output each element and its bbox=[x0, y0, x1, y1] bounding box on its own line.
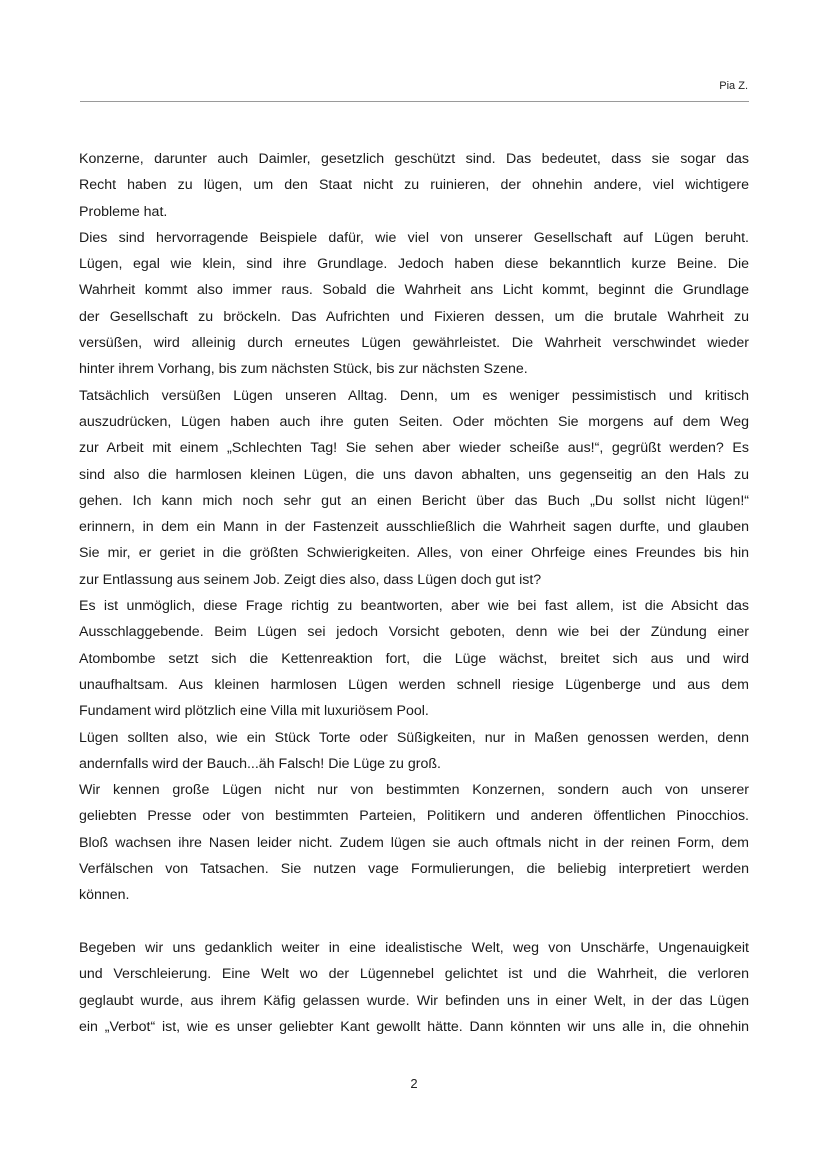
text-line: Wahrheit kommt also immer raus. Sobald die Wahrheit ans Licht kommt, beginnt die Grundlage bbox=[79, 282, 749, 299]
text-line: Atombombe setzt sich die Kettenreaktion fort, die Lüge wächst, breitet sich aus und wird bbox=[79, 650, 749, 667]
paragraph bbox=[79, 777, 749, 908]
text-line: und Verschleierung. Eine Welt wo der Lügennebel gelichtet ist und die Wahrheit, die verloren bbox=[79, 966, 749, 983]
page-number: 2 bbox=[410, 1076, 418, 1091]
text-line: Begeben wir uns gedanklich weiter in eine idealistische Welt, weg von Unschärfe, Ungenauigkeit bbox=[79, 939, 749, 956]
text-line: erinnern, in dem ein Mann in der Fastenzeit ausschließlich die Wahrheit sagen durfte, und glauben bbox=[79, 519, 749, 536]
text-line: zur Arbeit mit einem „Schlechten Tag! Sie sehen aber wieder scheiße aus!“, gegrüßt werden? Es bbox=[79, 440, 749, 457]
text-line: Verfälschen von Tatsachen. Sie nutzen vage Formulierungen, die beliebig interpretiert werden bbox=[79, 861, 749, 878]
text-line: Bloß wachsen ihre Nasen leider nicht. Zudem lügen sie auch oftmals nicht in der reinen Form, dem bbox=[79, 834, 749, 851]
text-line: hinter ihrem Vorhang, bis zum nächsten Stück, bis zur nächsten Szene. bbox=[79, 361, 528, 378]
text-line: der Gesellschaft zu bröckeln. Das Aufrichten und Fixieren dessen, um die brutale Wahrheit zu bbox=[79, 308, 749, 325]
text-line: sind also die harmlosen kleinen Lügen, die uns davon abhalten, uns gegenseitig an den Hals zu bbox=[79, 466, 749, 483]
text-line: Lügen, egal wie klein, sind ihre Grundlage. Jedoch haben diese bekanntlich kurze Beine. Die bbox=[79, 256, 749, 273]
text-line: andernfalls wird der Bauch...äh Falsch! Die Lüge zu groß. bbox=[79, 755, 441, 772]
header-rule bbox=[80, 101, 749, 102]
text-line: ein „Verbot“ ist, wie es unser geliebter Kant gewollt hätte. Dann könnten wir uns alle in, die ohnehin bbox=[79, 1018, 749, 1035]
text-line: Recht haben zu lügen, um den Staat nicht zu ruinieren, der ohnehin andere, viel wichtigere bbox=[79, 177, 749, 194]
text-line: Probleme hat. bbox=[79, 203, 168, 220]
text-line: Dies sind hervorragende Beispiele dafür, wie viel von unserer Gesellschaft auf Lügen beruht. bbox=[79, 229, 749, 246]
text-line: Fundament wird plötzlich eine Villa mit luxuriösem Pool. bbox=[79, 703, 429, 720]
paragraph bbox=[79, 935, 749, 1040]
text-line: Es ist unmöglich, diese Frage richtig zu beantworten, aber wie bei fast allem, ist die Absicht das bbox=[79, 598, 749, 615]
text-line: geglaubt wurde, aus ihrem Käfig gelassen wurde. Wir befinden uns in einer Welt, in der das Lügen bbox=[79, 992, 749, 1009]
paragraph bbox=[79, 593, 749, 724]
text-line: Wir kennen große Lügen nicht nur von bestimmten Konzernen, sondern auch von unserer bbox=[79, 782, 749, 799]
text-line: gehen. Ich kann mich noch sehr gut an einen Bericht über das Buch „Du sollst nicht lügen!“ bbox=[79, 492, 749, 509]
body-text bbox=[79, 146, 749, 1040]
text-line: Ausschlaggebende. Beim Lügen sei jedoch Vorsicht geboten, denn wie bei der Zündung einer bbox=[79, 624, 749, 641]
paragraph-spacer bbox=[79, 909, 749, 935]
text-line: können. bbox=[79, 887, 130, 904]
text-line: geliebten Presse oder von bestimmten Parteien, Politikern und anderen öffentlichen Pinocchios. bbox=[79, 808, 749, 825]
text-line: versüßen, wird alleinig durch erneutes Lügen gewährleistet. Die Wahrheit verschwindet wieder bbox=[79, 335, 749, 352]
header-author: Pia Z. bbox=[719, 80, 748, 92]
paragraph bbox=[79, 225, 749, 383]
text-line: unaufhaltsam. Aus kleinen harmlosen Lügen werden schnell riesige Lügenberge und aus dem bbox=[79, 676, 749, 693]
text-line: Sie mir, er geriet in die größten Schwierigkeiten. Alles, von einer Ohrfeige eines Freundes bis hin bbox=[79, 545, 749, 562]
paragraph bbox=[79, 146, 749, 225]
text-line: auszudrücken, Lügen haben auch ihre guten Seiten. Oder möchten Sie morgens auf dem Weg bbox=[79, 413, 749, 430]
paragraph bbox=[79, 725, 749, 778]
text-line: Konzerne, darunter auch Daimler, gesetzlich geschützt sind. Das bedeutet, dass sie sogar das bbox=[79, 151, 749, 167]
paragraph bbox=[79, 383, 749, 593]
text-line: Tatsächlich versüßen Lügen unseren Alltag. Denn, um es weniger pessimistisch und kritisch bbox=[79, 387, 749, 404]
text-line: Lügen sollten also, wie ein Stück Torte oder Süßigkeiten, nur in Maßen genossen werden, denn bbox=[79, 729, 749, 746]
text-line: zur Entlassung aus seinem Job. Zeigt dies also, dass Lügen doch gut ist? bbox=[79, 571, 542, 588]
